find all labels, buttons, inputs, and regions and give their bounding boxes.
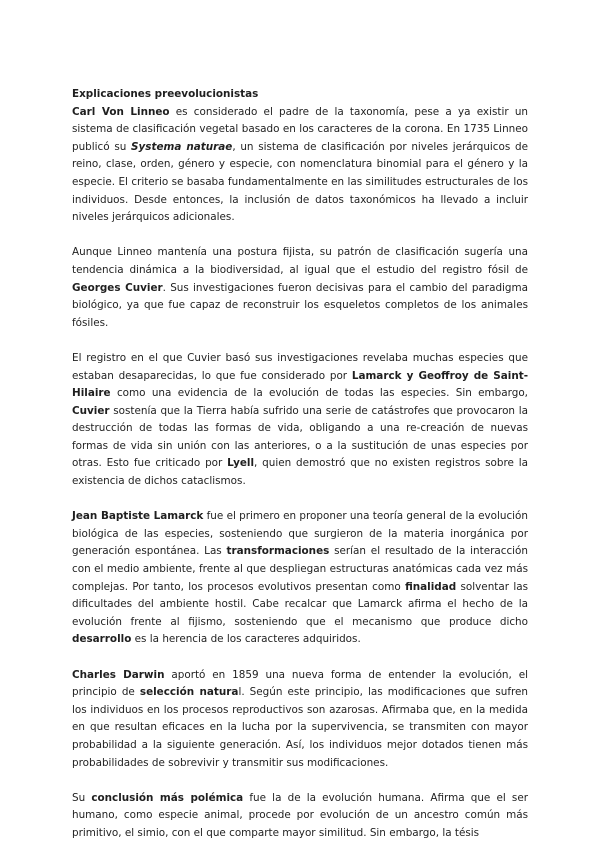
paragraph-cuvier — [72, 244, 528, 332]
paragraph-text: . Sus investigaciones fueron decisivas para el cambio del paradigma biológico, ya que fue capaz de reconstruir los esqueletos completos de los animales fósiles. — [72, 281, 529, 329]
term-charles-darwin: Charles Darwin — [72, 668, 165, 681]
paragraph-text: , un sistema de clasificación por niveles jerárquicos de reino, clase, orden, género y especie, con nomenclatura binomial para el género y la especie. El criterio se basaba fundamentalmente en las similitudes estructurales de los individuos. Desde entonces, la inclusión de datos taxonómicos ha llevado a incluir niveles jerárquicos adicionales. — [72, 140, 528, 224]
paragraph-lamarck — [72, 508, 528, 649]
paragraph-registro — [72, 350, 528, 491]
paragraph-text: Aunque Linneo mantenía una postura fijista, su patrón de clasificación sugería una tendencia dinámica a la biodiversidad, al igual que el estudio del registro fósil de — [72, 246, 528, 276]
paragraph-text: solventar las dificultades del ambiente hostil. Cabe recalcar que Lamarck afirma el hecho de la evolución frente al fijismo, sosteniendo que el mecanismo que produce dicho — [72, 580, 528, 628]
term-transformaciones: transformaciones — [226, 545, 330, 558]
paragraph-text: El registro en el que Cuvier basó sus investigaciones revelaba muchas especies que estaban desaparecidas, lo que fue considerado por — [72, 351, 528, 382]
paragraph-text: , quien demostró que no existen registros sobre la existencia de dichos cataclismos. — [72, 457, 528, 488]
paragraph-text: sostenía que la Tierra había sufrido una serie de catástrofes que provocaron la destrucción de todas las formas de vida, obligando a una re-creación de nuevas formas de vida sin unión con las anteriores, o a la sustitución de unas especies por otras. Esto fue criticado por — [72, 404, 528, 470]
term-georges-cuvier: Georges Cuvier — [72, 281, 163, 294]
term-conclusion-mas-polemica: conclusión más polémica — [91, 791, 244, 804]
paragraph-text: aportó en 1859 una nueva forma de entender la evolución, el principio de — [72, 668, 528, 699]
term-systema-naturae: Systema naturae — [131, 140, 233, 153]
term-desarrollo: desarrollo — [72, 633, 132, 646]
paragraph-text: fue el primero en proponer una teoría general de la evolución biológica de las especies, sosteniendo que surgieron de la materia inorgánica por generación espontánea. Las — [72, 510, 528, 558]
section-heading: Explicaciones preevolucionistas — [72, 88, 259, 100]
paragraph-text: es considerado el padre de la taxonomía, pese a ya existir un sistema de clasificación vegetal basado en los caracteres de la corona. En 1735 Linneo publicó su — [72, 105, 529, 153]
term-lyell: Lyell — [227, 457, 255, 470]
paragraph-darwin — [72, 667, 528, 773]
paragraph-linneo — [72, 104, 528, 227]
paragraph-text: es la herencia de los caracteres adquiridos. — [131, 633, 361, 646]
term-seleccion-natural: selección natura — [139, 686, 239, 699]
paragraph-text: Su — [72, 791, 92, 804]
term-jean-baptiste-lamarck: Jean Baptiste Lamarck — [72, 510, 204, 523]
paragraph-text: como una evidencia de la evolución de todas las especies. Sin embargo, — [110, 387, 528, 400]
document-page — [72, 86, 528, 843]
term-lamarck-geoffroy: Lamarck y Geoffroy de Saint-Hilaire — [72, 369, 529, 400]
term-finalidad: finalidad — [405, 580, 457, 593]
paragraph-conclusion — [72, 790, 528, 843]
term-carl-von-linneo: Carl Von Linneo — [72, 105, 170, 118]
paragraph-text: l. Según este principio, las modificaciones que sufren los individuos en los procesos reproductivos son azarosas. Afirmaba que, en la medida en que resultan eficaces en la lucha por la supervivencia, se transmiten con mayor probabilidad a la siguiente generación. Así, los individuos mejor dotados tienen más probabilidades de sobrevivir y transmitir sus modificaciones. — [72, 686, 528, 769]
paragraph-text: serían el resultado de la interacción con el medio ambiente, frente al que despliegan estructuras anatómicas cada vez más complejas. Por tanto, los procesos evolutivos presentan como — [72, 545, 529, 593]
term-cuvier: Cuvier — [72, 404, 110, 417]
paragraph-text: fue la de la evolución humana. Afirma que el ser humano, como especie animal, procede por evolución de un ancestro común más primitivo, el simio, con el que comparte mayor similitud. Sin embargo, la tésis — [72, 791, 529, 839]
